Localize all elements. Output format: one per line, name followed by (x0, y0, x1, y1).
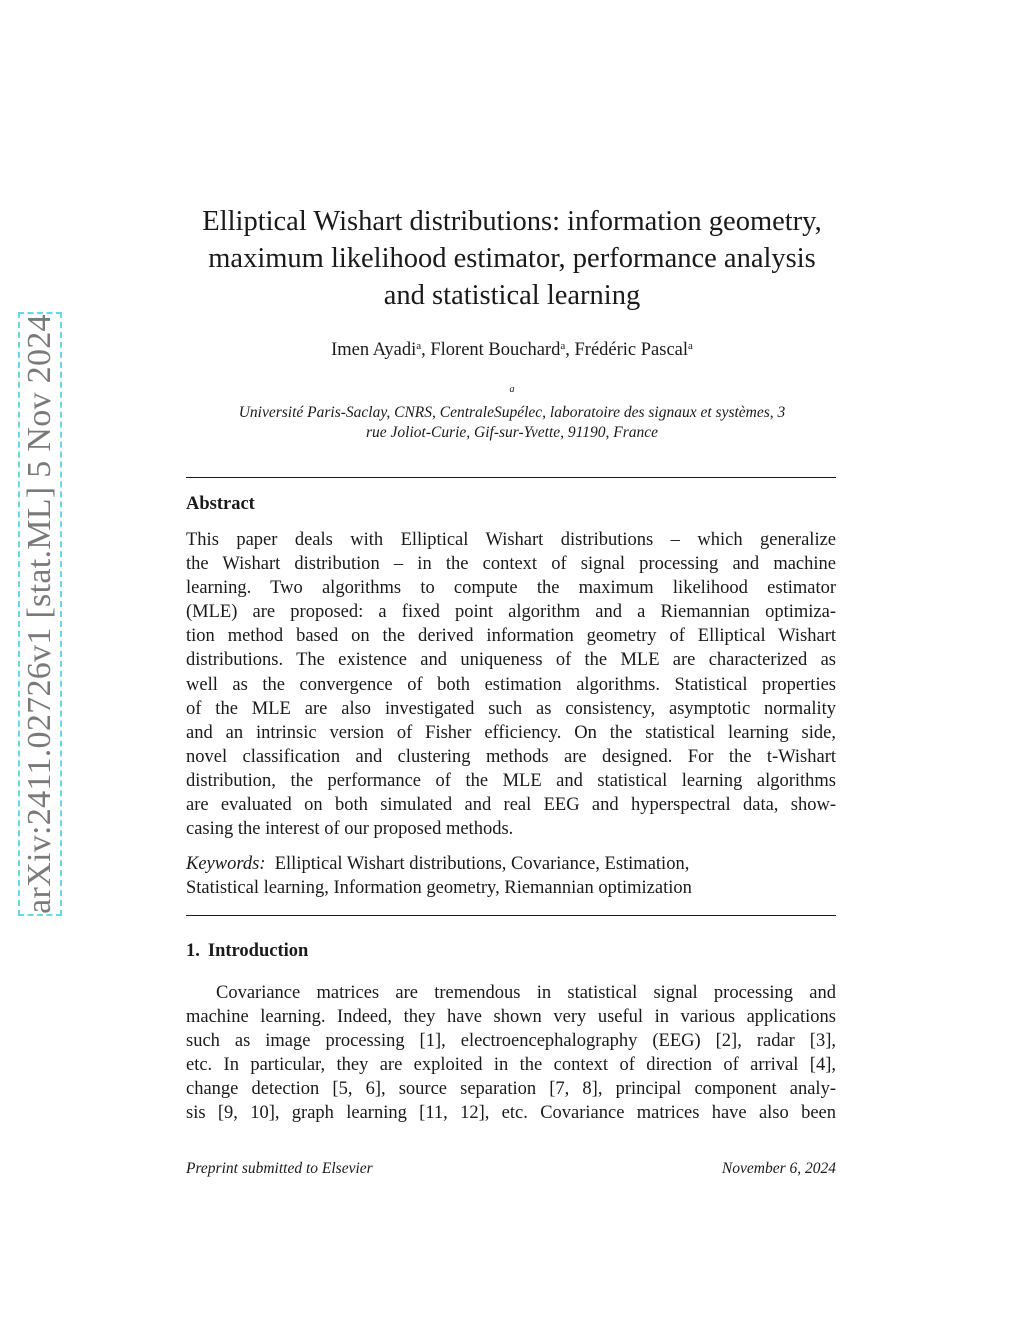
affiliation-line: rue Joliot-Curie, Gif-sur-Yvette, 91190, France (366, 424, 658, 441)
arxiv-identifier-stamp (18, 312, 62, 916)
body-line: change detection [5, 6], source separation [7, 8], principal component analy- (186, 1079, 836, 1100)
affiliation-mark: a (688, 340, 693, 352)
abstract-line: novel classification and clustering methods are designed. For the t-Wishart (186, 746, 836, 767)
abstract-line: and an intrinsic version of Fisher efficiency. On the statistical learning side, (186, 722, 836, 743)
abstract-line: (MLE) are proposed: a fixed point algorithm and a Riemannian optimiza- (186, 602, 836, 623)
affiliation-line (186, 380, 838, 423)
affiliation-mark: a (416, 340, 422, 352)
affiliation-mark: a (560, 340, 566, 352)
arxiv-identifier-text: arXiv:2411.02726v1 [stat.ML] 5 Nov 2024 (21, 314, 58, 914)
affiliation (186, 380, 838, 443)
body-line: etc. In particular, they are exploited in the context of direction of arrival [4], (186, 1055, 836, 1076)
body-line: machine learning. Indeed, they have shown very useful in various applications (186, 1007, 836, 1028)
section-heading-introduction (186, 941, 308, 962)
abstract-heading: Abstract (186, 494, 255, 514)
section-title: Introduction (207, 941, 309, 961)
author-list (150, 340, 874, 361)
keywords-line: Statistical learning, Information geometry, Riemannian optimization (186, 878, 692, 899)
keywords-text: Elliptical Wishart distributions, Covariance, Estimation, (274, 854, 690, 874)
abstract-line: distributions. The existence and uniqueness of the MLE are characterized as (186, 650, 836, 671)
keywords-label: Keywords: (186, 854, 266, 874)
abstract-line: casing the interest of our proposed methods. (186, 819, 514, 840)
abstract-line: This paper deals with Elliptical Wishart distributions – which generalize (186, 530, 836, 550)
footer-preprint-note: Preprint submitted to Elsevier (186, 1160, 373, 1177)
title-line: and statistical learning (383, 280, 641, 311)
body-line: such as image processing [1], electroencephalography (EEG) [2], radar [3], (186, 1031, 836, 1052)
affiliation-mark: a (509, 384, 515, 395)
author-name: Florent Bouchard (430, 340, 561, 360)
abstract-line: the Wishart distribution – in the context of signal processing and machine (186, 554, 836, 575)
keywords (186, 852, 836, 900)
author-separator: , (565, 340, 575, 360)
footer-date: November 6, 2024 (721, 1160, 836, 1177)
title-line: maximum likelihood estimator, performance analysis (208, 243, 816, 274)
abstract-bottom-rule (186, 915, 836, 916)
section-number: 1. (186, 941, 200, 961)
paper-title (150, 203, 874, 314)
abstract-line: learning. Two algorithms to compute the maximum likelihood estimator (186, 578, 836, 599)
abstract-line: distribution, the performance of the MLE and statistical learning algorithms (186, 770, 836, 791)
body-line: sis [9, 10], graph learning [11, 12], etc. Covariance matrices have also been (186, 1103, 836, 1124)
author-separator: , (421, 340, 431, 360)
author-name: Imen Ayadi (331, 340, 417, 360)
abstract-line: of the MLE are also investigated such as consistency, asymptotic normality (186, 698, 836, 719)
body-line: Covariance matrices are tremendous in statistical signal processing and (216, 983, 836, 1003)
abstract-body (186, 528, 836, 841)
author-name: Frédéric Pascal (574, 340, 689, 360)
abstract-line: are evaluated on both simulated and real EEG and hyperspectral data, show- (186, 795, 836, 816)
abstract-top-rule (186, 477, 836, 478)
affiliation-text: Université Paris-Saclay, CNRS, CentraleSupélec, laboratoire des signaux et systèmes, 3 (238, 404, 786, 421)
abstract-line: tion method based on the derived information geometry of Elliptical Wishart (186, 626, 836, 647)
abstract-line: well as the convergence of both estimation algorithms. Statistical properties (186, 674, 836, 695)
keywords-line (186, 852, 836, 876)
introduction-body (186, 981, 836, 1126)
title-line: Elliptical Wishart distributions: information geometry, (202, 206, 822, 237)
